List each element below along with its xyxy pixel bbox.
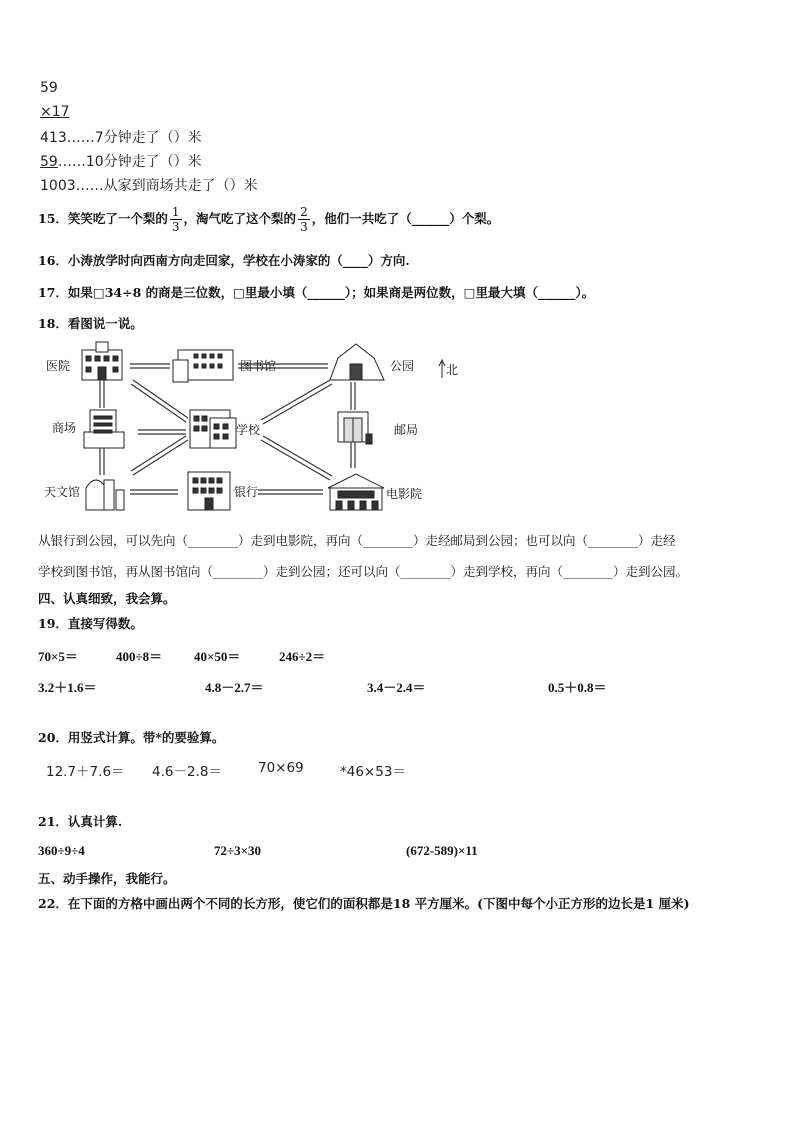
q20-item-3: 70×69 <box>258 760 304 776</box>
q21-item-1: 360÷9÷4 <box>38 843 85 858</box>
q21-item-3: (672-589)×11 <box>406 843 478 858</box>
q19-item-2: 400÷8＝ <box>116 649 163 664</box>
question-16: 16．小涛放学时向西南方向走回家，学校在小涛家的（____）方向. <box>38 253 410 268</box>
post-office-building-icon <box>338 412 372 444</box>
question-22: 22．在下面的方格中画出两个不同的长方形，使它们的面积都是18 平方厘米。(下图中每个小正方形的边长是1 厘米) <box>38 896 690 911</box>
map-label-school: 学校 <box>236 423 261 437</box>
calc-line-1003 <box>40 175 258 195</box>
q20-item-2: 4.6－2.8＝ <box>152 764 222 780</box>
q18-text-line-2: 学校到图书馆，再从图书馆向（________）走到公园；还可以向（________）走到学校，再向（________）走到公园。 <box>38 564 689 579</box>
section-5-heading: 五、动手操作，我能行。 <box>38 871 176 886</box>
hospital-building-icon <box>82 342 122 380</box>
library-building-icon <box>173 350 233 382</box>
park-pavilion-icon <box>330 344 384 380</box>
fraction-two-thirds <box>298 205 310 234</box>
question-18: 18．看图说一说。 <box>38 316 143 331</box>
fraction-numerator: 2 <box>300 205 308 219</box>
bank-building-icon <box>188 472 230 510</box>
calc-line-times-17: ×17 <box>40 104 70 120</box>
town-map-figure <box>38 340 478 518</box>
q19-item-5: 3.2＋1.6＝ <box>38 680 97 695</box>
q18-text-line-1: 从银行到公园，可以先向（________）走到电影院，再向（________）走经邮局到公园；也可以向（________）走经 <box>38 533 676 548</box>
calc-caption: ……7分钟走了（）米 <box>66 130 202 146</box>
question-20: 20．用竖式计算。带*的要验算。 <box>38 730 225 745</box>
calc-line-413 <box>40 127 202 147</box>
calc-value: 413 <box>40 130 67 146</box>
map-label-planetarium: 天文馆 <box>44 485 81 499</box>
q19-item-6: 4.8－2.7＝ <box>205 680 264 695</box>
map-label-hospital: 医院 <box>46 359 71 373</box>
q19-item-3: 40×50＝ <box>194 649 241 664</box>
calc-line-59: 59 <box>40 80 58 96</box>
question-15 <box>38 205 499 234</box>
q19-item-7: 3.4－2.4＝ <box>367 680 426 695</box>
calc-line-59b <box>40 151 202 171</box>
q15-text-c: ，他们一共吃了（______）个梨。 <box>311 211 500 226</box>
q19-item-1: 70×5＝ <box>38 649 78 664</box>
fraction-numerator: 1 <box>171 205 180 219</box>
cinema-building-icon <box>328 474 384 510</box>
q19-item-4: 246÷2＝ <box>279 649 326 664</box>
question-17: 17．如果□34÷8 的商是三位数，□里最小填（______）；如果商是两位数，□里最大填（______）。 <box>38 285 595 300</box>
q15-text-b: ，淘气吃了这个梨的 <box>183 211 297 226</box>
fraction-denominator: 3 <box>300 220 308 234</box>
fraction-one-third <box>170 205 182 234</box>
question-19: 19．直接写得数。 <box>38 616 143 631</box>
fraction-denominator: 3 <box>171 220 180 234</box>
q19-item-8: 0.5＋0.8＝ <box>548 680 607 695</box>
question-21: 21．认真计算. <box>38 814 123 829</box>
map-label-bank: 银行 <box>234 485 259 499</box>
q20-item-4: *46×53＝ <box>340 764 406 780</box>
map-label-park: 公园 <box>390 359 415 373</box>
calc-caption: ……10分钟走了（）米 <box>57 154 202 170</box>
map-label-post-office: 邮局 <box>394 423 419 437</box>
section-4-heading: 四、认真细致，我会算。 <box>38 591 176 606</box>
q15-text-a: 15．笑笑吃了一个梨的 <box>38 211 168 226</box>
map-label-north: 北 <box>446 363 459 377</box>
map-label-mall: 商场 <box>52 421 77 435</box>
mall-building-icon <box>84 410 124 448</box>
calc-value: 59 <box>40 154 58 170</box>
map-label-library: 图书馆 <box>240 359 277 373</box>
q20-item-1: 12.7＋7.6＝ <box>46 764 125 780</box>
map-label-cinema: 电影院 <box>386 487 423 501</box>
q21-item-2: 72÷3×30 <box>214 843 262 858</box>
planetarium-building-icon <box>86 480 124 510</box>
school-building-icon <box>190 410 236 448</box>
calc-value: 1003 <box>40 178 76 194</box>
calc-caption: ……从家到商场共走了（）米 <box>75 178 258 194</box>
